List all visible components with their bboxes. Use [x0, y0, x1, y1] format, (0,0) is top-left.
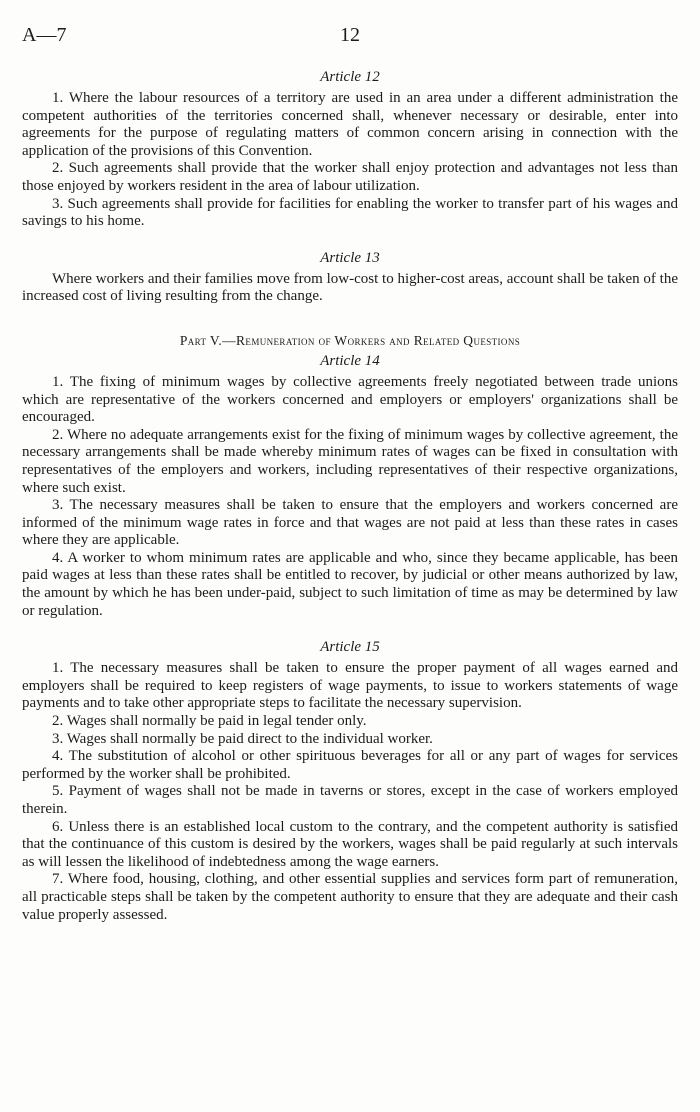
article-15-paragraph-2: 2. Wages shall normally be paid in legal tender only. [52, 713, 367, 730]
article-15-paragraph-1: 1. The necessary measures shall be taken to ensure the proper payment of all wages earned and employers shall be required to keep registers of wage payments, to issue to workers statements of wage payments and to take other appropriate steps to facilitate the necessary supervision. [22, 660, 678, 712]
page-number: 12 [340, 24, 360, 46]
article-14-paragraph-2: 2. Where no adequate arrangements exist for the fixing of minimum wages by collective agreement, the necessary arrangements shall be made whereby minimum rates of wages can be fixed in consultation with representatives of the employers and workers, including representatives of their respective organizations, where such exist. [22, 426, 678, 496]
article-14-paragraph-4: 4. A worker to whom minimum rates are applicable and who, since they became applicable, has been paid wages at less than these rates shall be entitled to recover, by judicial or other means authorized by law, the amount by which he has been under-paid, subject to such limitation of time as may be determined by law or regulation. [22, 549, 678, 619]
article-12-paragraph-1: 1. Where the labour resources of a territory are used in an area under a different administration the competent authorities of the territories concerned shall, whenever necessary or desirable, enter into agreements for the purpose of regulating matters of common concern arising in connection with the application of the provisions of this Convention. [22, 90, 678, 159]
article-15-paragraph-7: 7. Where food, housing, clothing, and other essential supplies and services form part of remuneration, all practicable steps shall be taken by the competent authority to ensure that they are adequate and their cash value properly assessed. [22, 871, 678, 923]
article-14-paragraph-3: 3. The necessary measures shall be taken to ensure that the employers and workers concerned are informed of the minimum wage rates in force and that wages are not paid at less than these rates in cases where they are applicable. [22, 497, 678, 549]
article-12-paragraph-3: 3. Such agreements shall provide for facilities for enabling the worker to transfer part of his wages and savings to his home. [22, 195, 678, 230]
article-13-title: Article 13 [320, 249, 380, 266]
part-v-title: Part V.—Remuneration of Workers and Related Questions [179, 332, 521, 348]
article-12-paragraph-2: 2. Such agreements shall provide that the worker shall enjoy protection and advantages not less than those enjoyed by workers resident in the area of labour utilization. [22, 160, 678, 194]
article-12 [22, 68, 678, 231]
article-15-paragraph-5: 5. Payment of wages shall not be made in taverns or stores, except in the case of workers employed therein. [22, 783, 678, 817]
article-14-paragraph-1: 1. The fixing of minimum wages by collective agreements freely negotiated between trade unions which are representative of the workers concerned and employers or employers' organizations shall be encouraged. [22, 373, 678, 426]
article-15-paragraph-6: 6. Unless there is an established local custom to the contrary, and the competent authority is satisfied that the continuance of this custom is desired by the workers, wages shall be paid regularly at such intervals as will lessen the likelihood of indebtedness among the wage earners. [22, 818, 678, 870]
article-15-paragraph-3: 3. Wages shall normally be paid direct to the individual worker. [52, 730, 433, 747]
page-header [22, 24, 678, 48]
document-body [22, 68, 678, 924]
article-15-title: Article 15 [320, 639, 380, 656]
spacer [22, 620, 678, 638]
article-14 [22, 352, 678, 620]
document-code: A—7 [22, 24, 67, 46]
article-12-title: Article 12 [320, 69, 380, 85]
article-14-title: Article 14 [320, 352, 380, 369]
spacer [22, 231, 678, 249]
article-13 [22, 249, 678, 306]
article-15 [22, 638, 678, 924]
spacer [22, 306, 678, 332]
article-15-paragraph-4: 4. The substitution of alcohol or other spirituous beverages for all or any part of wages for services performed by the worker shall be prohibited. [22, 748, 678, 782]
article-13-paragraph-1: Where workers and their families move from low-cost to higher-cost areas, account shall be taken of the increased cost of living resulting from the change. [22, 270, 678, 305]
